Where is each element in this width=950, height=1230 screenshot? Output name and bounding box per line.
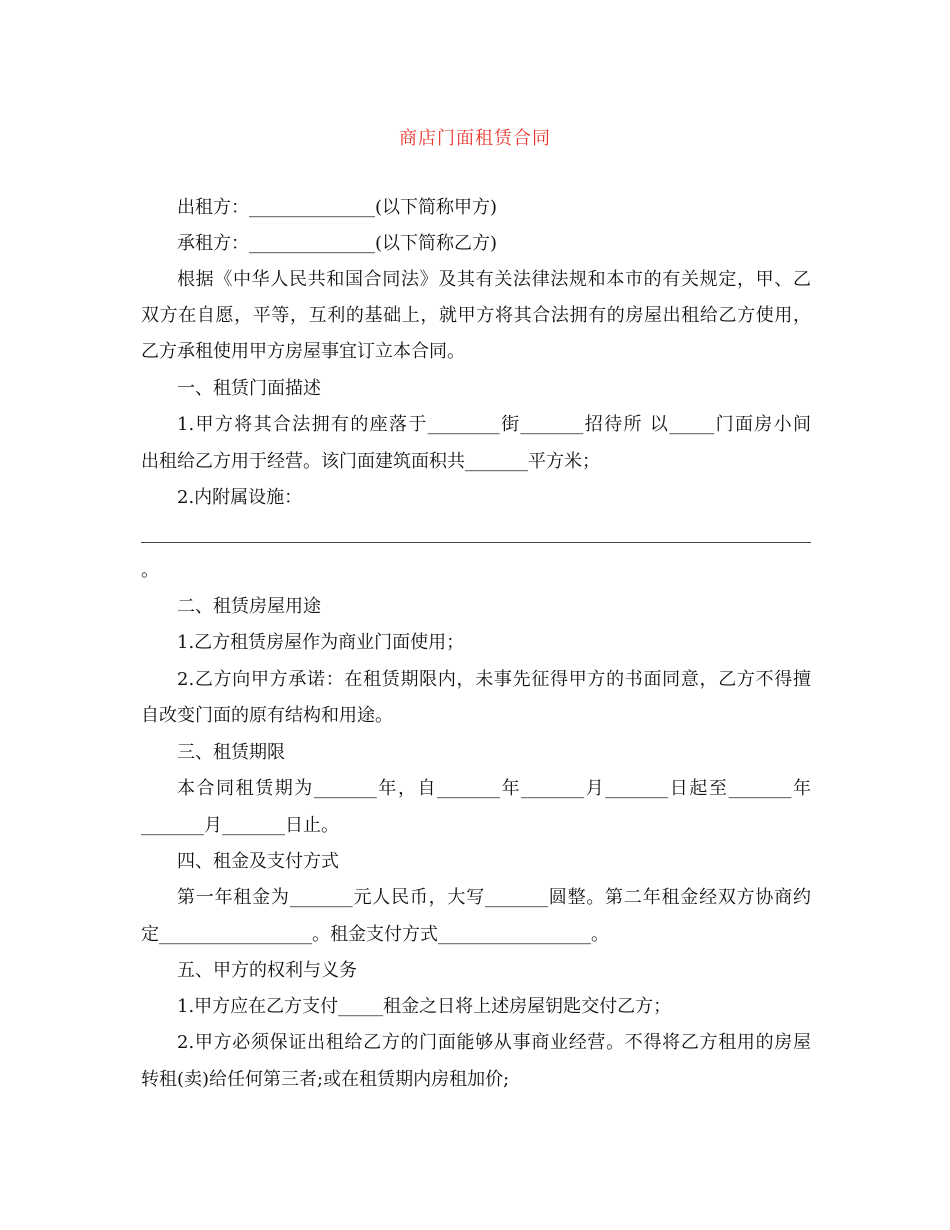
facilities-blank-line: [141, 542, 811, 543]
preamble-line-3: 乙方承租使用甲方房屋事宜订立本合同。: [141, 341, 465, 362]
clause-1-2: 2.内附属设施：: [177, 487, 303, 508]
rent-line-2: 定_________________。租金支付方式_________________。: [141, 924, 609, 945]
clause-1-1-line-2: 出租给乙方用于经营。该门面建筑面积共_______平方米；: [141, 451, 600, 472]
clause-1-1-line-1: 1.甲方将其合法拥有的座落于________街_______招待所 以_____门面房小间: [177, 414, 811, 435]
lessor-line: 出租方：______________(以下简称甲方): [177, 197, 498, 218]
preamble-line-2: 双方在自愿，平等，互利的基础上，就甲方将其合法拥有的房屋出租给乙方使用，: [141, 305, 811, 326]
lessee-line: 承租方：______________(以下简称乙方): [177, 233, 498, 254]
section-heading-3: 三、租赁期限: [177, 742, 285, 763]
clause-5-2-line-2: 转租(卖)给任何第三者;或在租赁期内房租加价;: [141, 1069, 510, 1090]
rent-line-1: 第一年租金为_______元人民币，大写_______圆整。第二年租金经双方协商约: [177, 887, 811, 908]
document-title: 商店门面租赁合同: [399, 128, 551, 149]
facilities-end-mark: 。: [141, 560, 159, 581]
section-heading-2: 二、租赁房屋用途: [177, 596, 321, 617]
clause-5-2-line-1: 2.甲方必须保证出租给乙方的门面能够从事商业经营。不得将乙方租用的房屋: [177, 1032, 811, 1053]
term-line-1: 本合同租赁期为_______年，自_______年_______月_______日起至_______年: [177, 778, 811, 799]
clause-2-1: 1.乙方租赁房屋作为商业门面使用；: [177, 632, 465, 653]
clause-5-1: 1.甲方应在乙方支付_____租金之日将上述房屋钥匙交付乙方；: [177, 996, 672, 1017]
clause-2-2-line-2: 自改变门面的原有结构和用途。: [141, 705, 393, 726]
section-heading-1: 一、租赁门面描述: [177, 378, 321, 399]
term-line-2: _______月_______日止。: [141, 815, 339, 836]
clause-2-2-line-1: 2.乙方向甲方承诺：在租赁期限内，未事先征得甲方的书面同意，乙方不得擅: [177, 669, 811, 690]
preamble-line-1: 根据《中华人民共和国合同法》及其有关法律法规和本市的有关规定，甲、乙: [177, 269, 811, 290]
section-heading-4: 四、租金及支付方式: [177, 851, 339, 872]
section-heading-5: 五、甲方的权利与义务: [177, 960, 357, 981]
